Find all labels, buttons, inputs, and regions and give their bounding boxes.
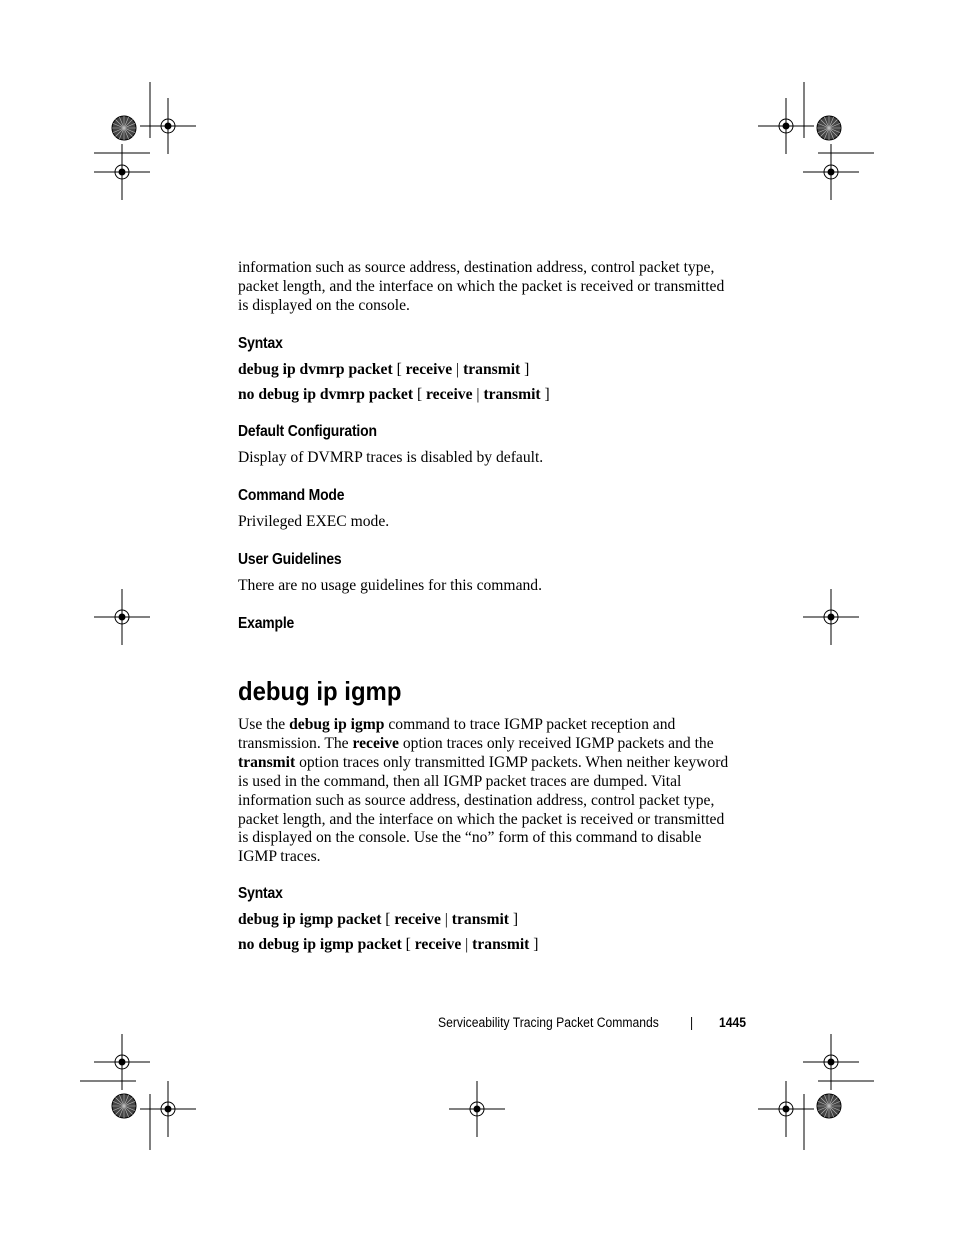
desc-text: option traces only received IGMP packets and the bbox=[398, 734, 714, 752]
bracket-close: ] bbox=[508, 911, 519, 928]
syntax-line bbox=[238, 385, 550, 404]
crosshair-mark bbox=[94, 144, 150, 200]
crop-line bbox=[80, 1081, 150, 1150]
default-configuration-text: Display of DVMRP traces is disabled by default. bbox=[238, 449, 544, 466]
footer-separator: | bbox=[690, 1015, 694, 1030]
desc-keyword: debug ip igmp bbox=[289, 716, 385, 733]
command-name: debug ip dvmrp packet bbox=[238, 361, 393, 378]
bracket-close: ] bbox=[520, 361, 530, 378]
command-mode-text: Privileged EXEC mode. bbox=[238, 513, 390, 530]
option-receive: receive bbox=[394, 911, 441, 928]
syntax-line bbox=[238, 935, 538, 954]
syntax-line bbox=[238, 360, 529, 379]
bracket-open: [ bbox=[392, 361, 406, 378]
footer-section-title: Serviceability Tracing Packet Commands bbox=[438, 1015, 659, 1030]
command-mode-heading: Command Mode bbox=[238, 487, 345, 504]
option-separator: | bbox=[472, 386, 484, 403]
bracket-open: [ bbox=[381, 911, 395, 928]
desc-keyword: transmit bbox=[238, 753, 296, 771]
syntax-heading: Syntax bbox=[238, 885, 283, 902]
command-name: no debug ip igmp packet bbox=[238, 936, 402, 953]
bracket-close: ] bbox=[540, 386, 550, 403]
crosshair-mark bbox=[94, 1034, 150, 1090]
command-description bbox=[238, 716, 738, 867]
desc-keyword: receive bbox=[352, 734, 399, 752]
bracket-open: [ bbox=[401, 936, 415, 953]
syntax-line bbox=[238, 910, 518, 929]
option-separator: | bbox=[461, 936, 473, 953]
crosshair-mark bbox=[140, 98, 196, 154]
color-wheel-mark bbox=[817, 1094, 841, 1118]
syntax-heading: Syntax bbox=[238, 335, 283, 352]
crosshair-mark bbox=[758, 1081, 814, 1137]
option-transmit: transmit bbox=[463, 361, 521, 378]
desc-text: Use the bbox=[238, 716, 290, 733]
crop-line bbox=[804, 82, 874, 153]
crosshair-mark bbox=[758, 98, 814, 154]
option-transmit: transmit bbox=[483, 386, 541, 403]
option-transmit: transmit bbox=[451, 911, 509, 928]
option-receive: receive bbox=[414, 936, 462, 953]
crosshair-mark bbox=[803, 1034, 859, 1090]
command-title: debug ip igmp bbox=[238, 676, 402, 706]
color-wheel-mark bbox=[112, 116, 136, 140]
crosshair-mark bbox=[803, 589, 859, 645]
crosshair-mark bbox=[140, 1081, 196, 1137]
color-wheel-mark bbox=[112, 1094, 136, 1118]
option-transmit: transmit bbox=[472, 936, 530, 953]
page-number: 1445 bbox=[719, 1015, 747, 1030]
bracket-close: ] bbox=[529, 936, 539, 953]
option-separator: | bbox=[440, 911, 452, 928]
color-wheel-mark bbox=[817, 116, 841, 140]
desc-text: option traces only transmitted IGMP packets. When neither keyword is used in the command, then all IGMP packet traces are dumped. Vital information such as source address, destination address, control packet type, packet length, and the interface on which the packet is received or transmitted is displayed on the console. Use the “no” form of this command to disable IGMP traces. bbox=[238, 753, 729, 866]
command-name: no debug ip dvmrp packet bbox=[238, 386, 414, 403]
default-configuration-heading: Default Configuration bbox=[238, 423, 377, 440]
example-heading: Example bbox=[238, 615, 295, 632]
option-separator: | bbox=[452, 361, 464, 378]
option-receive: receive bbox=[405, 361, 453, 378]
intro-paragraph: information such as source address, destination address, control packet type, packet length, and the interface on which the packet is received or transmitted is displayed on the console. bbox=[238, 259, 725, 314]
crop-line bbox=[804, 1081, 874, 1150]
desc-text: command to trace IGMP packet reception and transmission. The bbox=[238, 716, 676, 752]
user-guidelines-text: There are no usage guidelines for this command. bbox=[238, 577, 542, 594]
bracket-open: [ bbox=[413, 386, 427, 403]
crosshair-mark bbox=[803, 144, 859, 200]
command-name: debug ip igmp packet bbox=[238, 911, 382, 928]
user-guidelines-heading: User Guidelines bbox=[238, 551, 342, 568]
crosshair-mark bbox=[449, 1081, 505, 1137]
crosshair-mark bbox=[94, 589, 150, 645]
option-receive: receive bbox=[426, 386, 473, 403]
